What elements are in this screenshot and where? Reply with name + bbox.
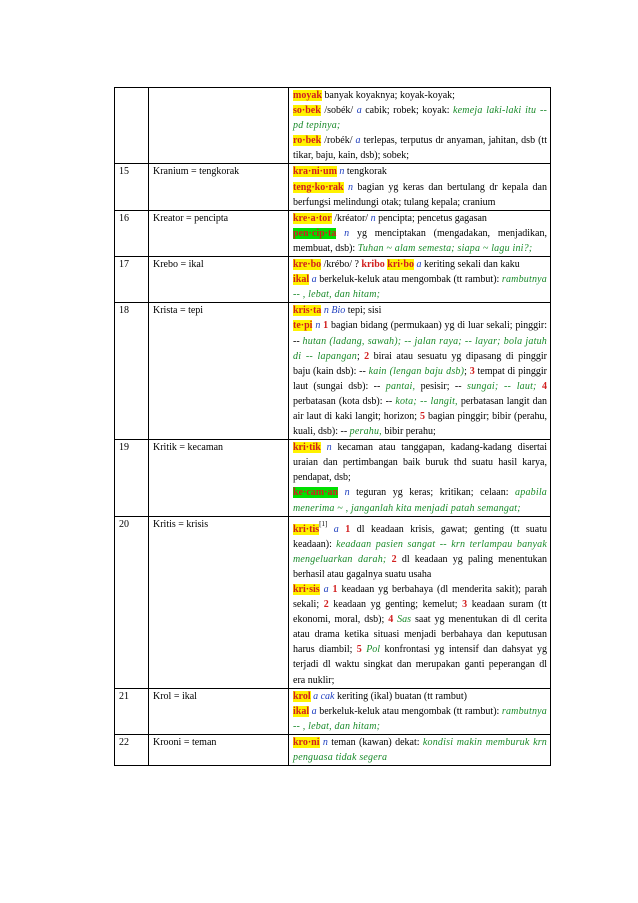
definition-text: /kréator/ (331, 212, 371, 224)
dictionary-entry (293, 211, 547, 226)
definition-text: perbatasan (kota dsb): -- (293, 395, 396, 407)
headword: kri·tik (293, 442, 321, 454)
definition-text: birai atau sesuatu yg dipasang di pinggir baju (kain dsb): -- (293, 350, 547, 377)
sense-number: 5 (356, 644, 362, 656)
definition-text: perbatasan langit dan air laut di kaki langit; horizon; (293, 395, 548, 422)
definition-text: /krébo/ ? (321, 259, 362, 271)
definition-text: bagian yg keras dan bertulang dr kepala dan berfungsi melindungi otak; tulang kepala; cranium (293, 181, 547, 208)
part-of-speech: a (356, 105, 362, 117)
part-of-speech: n (347, 181, 353, 193)
headword: so·bek (293, 105, 321, 117)
definition-text: bibir perahu; (381, 426, 436, 438)
table-row (115, 88, 551, 164)
definition-text: konfrontasi yg intensif dan dahsyat yg terjadi dl waktu singkat dan merupakan ganti peperangan dl era nuklir; (293, 644, 548, 686)
sense-number: kribo (361, 259, 385, 271)
footnote-marker: [1] (319, 519, 328, 528)
sense-number: 2 (364, 350, 370, 362)
part-of-speech: n (344, 487, 350, 499)
definition-text: /sobék/ (320, 105, 357, 117)
definition-text: teman (kawan) dekat: (327, 736, 423, 748)
definition-cell (289, 210, 551, 256)
definition-cell (289, 164, 551, 210)
definition-text (338, 487, 345, 498)
example-text: hutan (ladang, sawah); -- jalan raya; -- layar; bola jatuh di -- lapangan (293, 335, 547, 362)
table-row (115, 440, 551, 516)
word-pair: Krebo = ikal (149, 257, 289, 303)
sense-number: 4 (388, 614, 394, 626)
part-of-speech: a cak (313, 690, 335, 702)
example-text: apabila menerima ~ , janganlah kita menjadi patah semangat; (293, 487, 548, 514)
part-of-speech: a (323, 584, 329, 595)
table-row (115, 257, 551, 303)
field-label: Pol (366, 644, 381, 656)
headword: ikal (293, 705, 310, 717)
definition-text: bagian pinggir; bibir (perahu, kuali, dsb): -- (293, 410, 547, 438)
sense-number: 1 (332, 584, 338, 595)
headword: pen·cip·ta (293, 227, 337, 239)
headword: te·pi (293, 320, 313, 332)
part-of-speech: a (311, 274, 317, 286)
row-number: 16 (115, 210, 149, 256)
definition-text: kecaman atau tanggapan, kadang-kadang disertai uraian dan pertimbangan baik buruk thd suatu hasil karya, pendapat, dsb; (293, 442, 547, 484)
word-pair: Kranium = tengkorak (149, 164, 289, 210)
headword: ikal (293, 274, 310, 286)
definition-text: yg menciptakan (mengadakan, menjadikan, membuat, dsb): (293, 227, 547, 254)
definition-text: tempat di pinggir laut (sungai dsb): -- (293, 365, 547, 392)
headword: kri·sis (293, 584, 320, 595)
word-pair: Kreator = pencipta (149, 210, 289, 256)
part-of-speech: a (416, 259, 422, 271)
example-text: kemeja laki-laki itu -- pd tepinya; (293, 105, 548, 132)
dictionary-entry (293, 735, 547, 765)
definition-text: dl keadaan yg paling menentukan berhasil atau gagalnya suatu usaha (293, 553, 548, 580)
row-number: 15 (115, 164, 149, 210)
definition-text: bagian bidang (permukaan) yg di luar sekali; pinggir: -- (293, 320, 548, 347)
headword: teng·ko·rak (293, 181, 344, 193)
headword: kre·bo (293, 259, 322, 271)
dictionary-entry (293, 517, 547, 582)
headword: kre·a·tor (293, 212, 332, 224)
definition-text: pencipta; pencetus gagasan (375, 212, 487, 224)
dictionary-entry (293, 318, 547, 439)
definition-text: berkeluk-keluk atau mengombak (tt rambut): (316, 274, 502, 286)
definition-text: keadaan yg genting; kemelut; (328, 599, 463, 611)
part-of-speech: a (333, 523, 339, 535)
example-text: pantai, (385, 380, 416, 392)
part-of-speech: n (370, 212, 376, 224)
definition-text: /robék/ (321, 135, 356, 147)
table-row (115, 516, 551, 688)
headword: ro·bek (293, 135, 322, 147)
table-row (115, 688, 551, 734)
field-label: Sas (397, 614, 412, 626)
definition-text: tepi; sisi (345, 305, 382, 317)
table-row (115, 734, 551, 765)
word-pair: Krista = tepi (149, 303, 289, 440)
sense-number: 2 (323, 599, 329, 611)
definition-cell (289, 257, 551, 303)
definition-text: dl keadaan krisis, gawat; genting (tt suatu keadaan): (293, 523, 547, 550)
definition-text: keadaan suram (tt ekonomi, moral, dsb); (293, 599, 547, 626)
sense-number: 5 (420, 410, 426, 422)
word-pair: Krooni = teman (149, 734, 289, 765)
headword: kri·tis (293, 523, 320, 535)
sense-number: 3 (462, 599, 468, 611)
definition-cell (289, 516, 551, 688)
definition-text: terlepas, terputus dr anyaman, jahitan, dsb (tt tikar, baju, kain, dsb); sobek; (293, 135, 547, 162)
definition-text: tengkorak (344, 166, 387, 178)
example-text: rambutnya -- , lebat, dan hitam; (293, 274, 547, 301)
dictionary-entry (293, 272, 547, 302)
definition-text: cabik; robek; koyak: (361, 105, 453, 117)
word-pair: Krol = ikal (149, 688, 289, 734)
part-of-speech: n (339, 166, 345, 178)
part-of-speech: a (355, 135, 361, 147)
definition-cell (289, 440, 551, 516)
part-of-speech: n (326, 442, 332, 454)
headword: kra·ni·um (293, 166, 337, 178)
word-pair: Kritik = kecaman (149, 440, 289, 516)
dictionary-table (114, 87, 551, 766)
row-number: 21 (115, 688, 149, 734)
part-of-speech: n (322, 736, 328, 748)
example-text: sungai; -- laut; (467, 380, 537, 392)
definition-text: keriting (ikal) buatan (tt rambut) (334, 690, 467, 702)
example-text: keadaan pasien sangat -- krn terlampau banyak mengeluarkan darah; (293, 538, 547, 565)
definition-text: ; (464, 365, 470, 377)
dictionary-entry (293, 303, 547, 318)
example-text: Tuhan ~ alam semesta; siapa ~ lagu ini?; (357, 242, 533, 254)
definition-cell (289, 734, 551, 765)
part-of-speech: n Bio (323, 305, 346, 317)
row-number: 18 (115, 303, 149, 440)
dictionary-entry (293, 88, 547, 103)
definition-text: berkeluk-keluk atau mengombak (tt rambut): (316, 705, 502, 717)
definition-text: ; (356, 350, 365, 362)
part-of-speech: n (315, 320, 321, 332)
dictionary-entry (293, 103, 547, 133)
row-number: 20 (115, 516, 149, 688)
word-pair: Kritis = krisis (149, 516, 289, 688)
definition-text: keadaan yg berbahaya (dl menderita sakit); parah sekali; (293, 584, 548, 611)
part-of-speech: a (311, 705, 317, 717)
dictionary-entry (293, 257, 547, 272)
dictionary-entry (293, 440, 547, 485)
definition-text (336, 228, 344, 239)
dictionary-entry (293, 133, 547, 163)
definition-cell (289, 688, 551, 734)
row-number: 17 (115, 257, 149, 303)
definition-text: banyak koyaknya; koyak-koyak; (321, 90, 455, 101)
row-number: 22 (115, 734, 149, 765)
headword: kri·bo (387, 259, 414, 271)
table-row (115, 303, 551, 440)
headword: krol (293, 690, 311, 702)
dictionary-entry (293, 704, 547, 734)
definition-cell (289, 303, 551, 440)
part-of-speech: n (344, 227, 350, 239)
word-pair (149, 88, 289, 164)
dictionary-entry (293, 582, 547, 688)
row-number: 19 (115, 440, 149, 516)
example-text: perahu, (349, 426, 382, 438)
definition-text: saat yg menentukan di dl cerita atau drama ketika situasi menjadi berbahaya dan keputusan harus diambil; (293, 614, 548, 656)
table-body (115, 88, 551, 766)
dictionary-entry (293, 485, 547, 515)
example-text: kain (lengan baju dsb) (368, 365, 465, 377)
definition-text: teguran yg keras; kritikan; celaan: (349, 487, 516, 499)
dictionary-entry (293, 689, 547, 704)
dictionary-entry (293, 164, 547, 179)
dictionary-entry (293, 226, 547, 256)
sense-number: 1 (345, 523, 351, 535)
headword: kro·ni (293, 736, 320, 748)
sense-number: 4 (542, 380, 548, 392)
table-row (115, 164, 551, 210)
example-text: kondisi makin memburuk krn penguasa tidak segera (293, 736, 548, 764)
example-text: kota; -- langit, (395, 395, 458, 407)
example-text: rambutnya -- , lebat, dan hitam; (293, 705, 547, 732)
headword: moyak (293, 90, 322, 101)
sense-number: 3 (469, 365, 475, 377)
sense-number: 2 (391, 553, 397, 565)
dictionary-entry (293, 180, 547, 210)
sense-number: 1 (323, 320, 329, 332)
headword: kris·ta (293, 305, 322, 317)
row-number (115, 88, 149, 164)
table-row (115, 210, 551, 256)
headword: ke·cam·an (293, 487, 338, 499)
definition-text: keriting sekali dan kaku (421, 259, 520, 271)
definition-text: pesisir; -- (415, 380, 468, 392)
definition-cell (289, 88, 551, 164)
